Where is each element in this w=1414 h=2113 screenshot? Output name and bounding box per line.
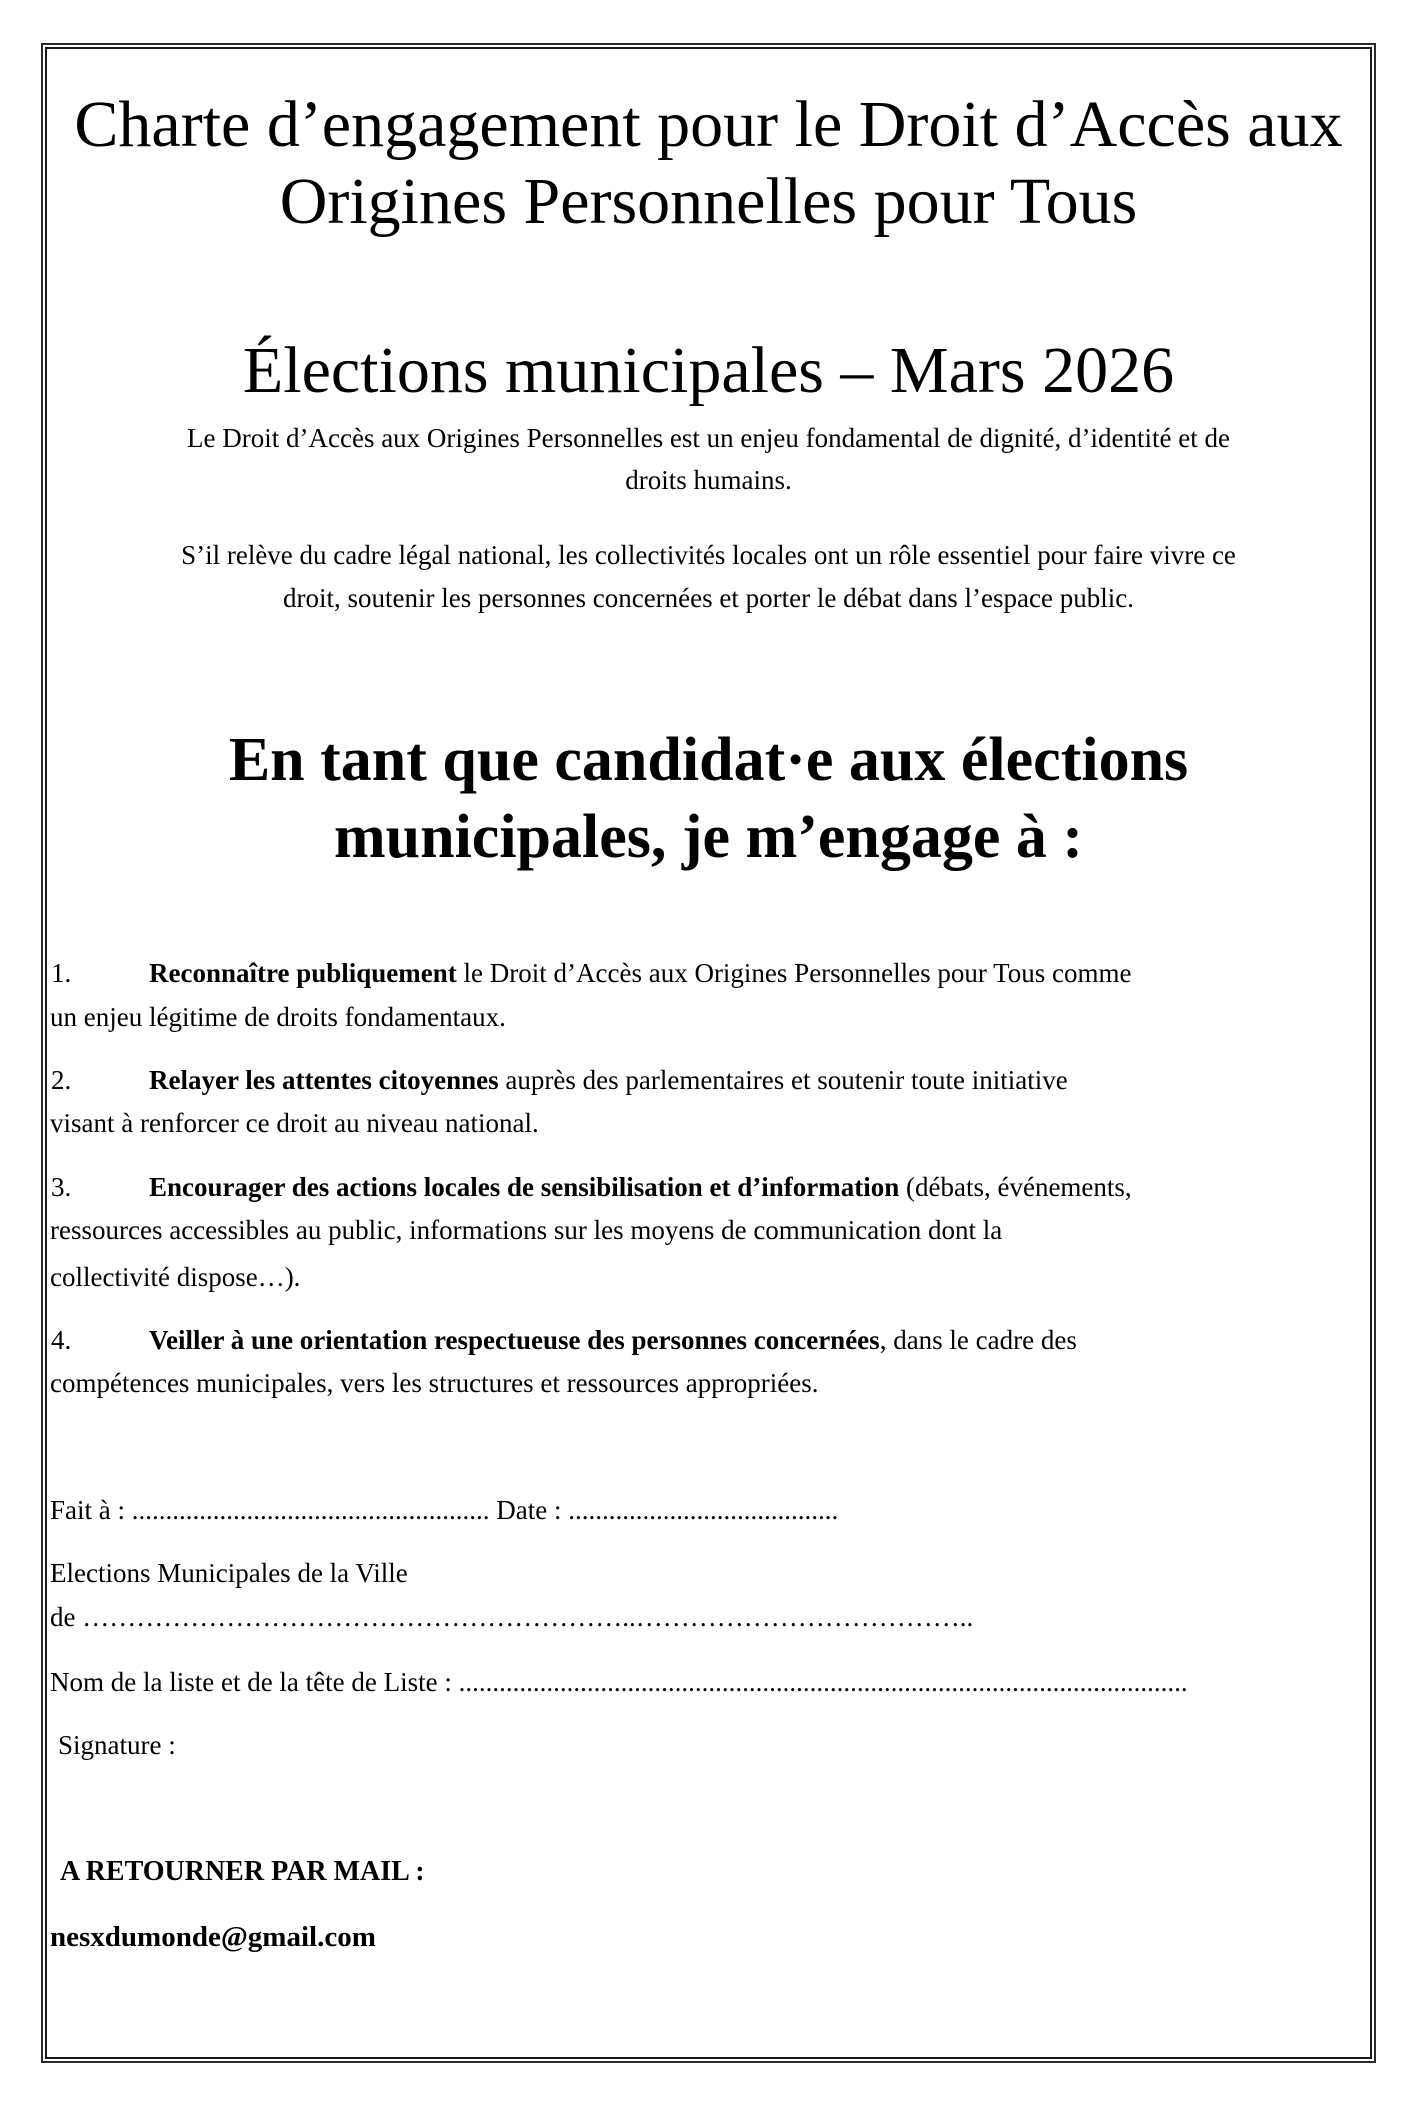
return-by-mail-label: A RETOURNER PAR MAIL : bbox=[60, 1856, 425, 1887]
commitment-item-3 bbox=[51, 1174, 1132, 1201]
intro-paragraph-1-line-2: droits humains. bbox=[625, 465, 792, 495]
commitment-item-2-continuation: visant à renforcer ce droit au niveau national. bbox=[50, 1108, 539, 1138]
commitment-heading-line-2: municipales, je m’engage à : bbox=[333, 803, 1084, 871]
commitment-text: (débats, événements, bbox=[899, 1172, 1132, 1202]
commitment-number: 1. bbox=[51, 958, 72, 988]
commitment-item-3-continuation-1: ressources accessibles au public, informations sur les moyens de communication dont la bbox=[50, 1215, 1003, 1245]
commitment-item-3-continuation-2: collectivité dispose…). bbox=[50, 1262, 301, 1292]
place-date-field: Fait à : ..................................................... Date : ........................................ bbox=[50, 1495, 839, 1525]
commitment-text: auprès des parlementaires et soutenir toute initiative bbox=[498, 1065, 1068, 1095]
commitment-item-1-continuation: un enjeu légitime de droits fondamentaux. bbox=[50, 1002, 506, 1032]
commitment-heading-line-1: En tant que candidat·e aux élections bbox=[228, 726, 1189, 794]
commitment-item-1 bbox=[51, 960, 1132, 987]
intro-paragraph-2-line-1: S’il relève du cadre légal national, les collectivités locales ont un rôle essentiel pour faire vivre ce bbox=[181, 540, 1236, 570]
signature-label: Signature : bbox=[58, 1730, 176, 1760]
document-title-line-1: Charte d’engagement pour le Droit d’Accès aux bbox=[74, 88, 1343, 161]
commitment-text: , dans le cadre des bbox=[879, 1325, 1077, 1355]
intro-paragraph-2-line-2: droit, soutenir les personnes concernées et porter le débat dans l’espace public. bbox=[283, 583, 1134, 613]
commitment-number: 2. bbox=[51, 1065, 72, 1095]
document-subtitle: Élections municipales – Mars 2026 bbox=[242, 334, 1175, 407]
commitment-text: le Droit d’Accès aux Origines Personnelles pour Tous comme bbox=[456, 958, 1132, 988]
city-field: de ……………………………………………………..……………………………….. bbox=[50, 1602, 974, 1632]
commitment-item-4-continuation: compétences municipales, vers les structures et ressources appropriées. bbox=[50, 1368, 819, 1398]
commitment-bold-text: Reconnaître publiquement bbox=[149, 958, 457, 988]
commitment-bold-text: Relayer les attentes citoyennes bbox=[149, 1065, 499, 1095]
commitment-number: 4. bbox=[51, 1325, 72, 1355]
commitment-bold-text: Veiller à une orientation respectueuse des personnes concernées bbox=[149, 1325, 880, 1355]
commitment-item-4 bbox=[51, 1327, 1077, 1354]
document-title-line-2: Origines Personnelles pour Tous bbox=[279, 165, 1138, 238]
commitment-number: 3. bbox=[51, 1172, 72, 1202]
commitment-item-2 bbox=[51, 1067, 1068, 1094]
intro-paragraph-1-line-1: Le Droit d’Accès aux Origines Personnelles est un enjeu fondamental de dignité, d’identité et de bbox=[187, 423, 1230, 453]
commitment-bold-text: Encourager des actions locales de sensibilisation et d’information bbox=[149, 1172, 900, 1202]
return-email: nesxdumonde@gmail.com bbox=[50, 1921, 376, 1953]
city-label: Elections Municipales de la Ville bbox=[50, 1558, 408, 1588]
list-name-field: Nom de la liste et de la tête de Liste : ............................................................................................................ bbox=[50, 1667, 1188, 1697]
